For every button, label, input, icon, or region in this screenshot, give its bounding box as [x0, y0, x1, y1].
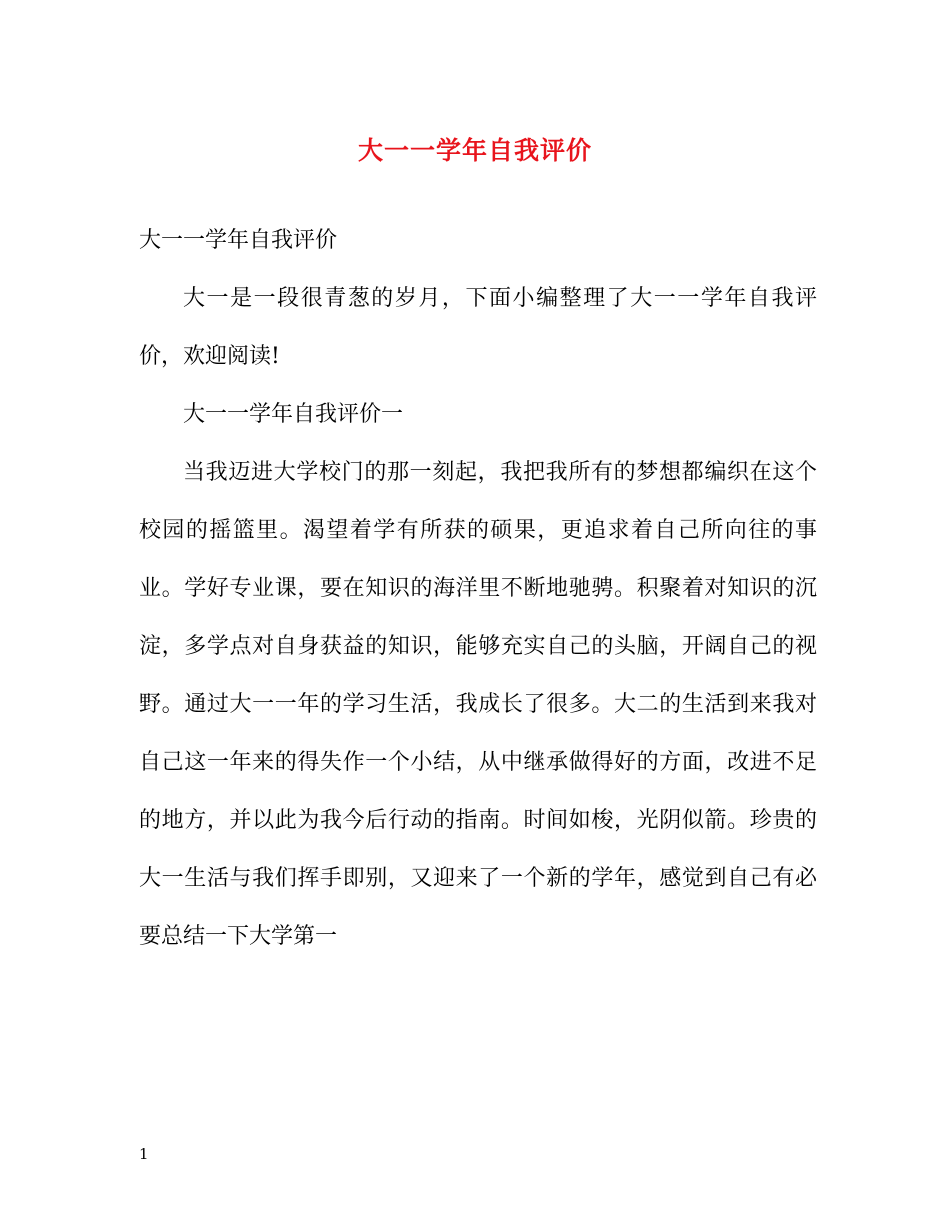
paragraph-section-title: 大一一学年自我评价一: [183, 402, 404, 427]
document-body: [139, 212, 817, 966]
paragraph-body: 当我迈进大学校门的那一刻起，我把我所有的梦想都编织在这个校园的摇篮里。渴望着学有所获的硕果，更追求着自己所向往的事业。学好专业课，要在知识的海洋里不断地驰骋。积聚着对知识的沉淀，多学点对自身获益的知识，能够充实自己的头脑，开阔自己的视野。通过大一一年的学习生活，我成长了很多。大二的生活到来我对自己这一年来的得失作一个小结，从中继承做得好的方面，改进不足的地方，并以此为我今后行动的指南。时间如梭，光阴似箭。珍贵的大一生活与我们挥手即别，又迎来了一个新的学年，感觉到自己有必要总结一下大学第一: [139, 460, 817, 949]
paragraph-heading: 大一一学年自我评价: [139, 228, 338, 253]
page-number: 1: [139, 1145, 149, 1163]
paragraph-intro: 大一是一段很青葱的岁月，下面小编整理了大一一学年自我评价，欢迎阅读!: [139, 286, 817, 369]
document-title: 大一一学年自我评价: [357, 136, 592, 165]
